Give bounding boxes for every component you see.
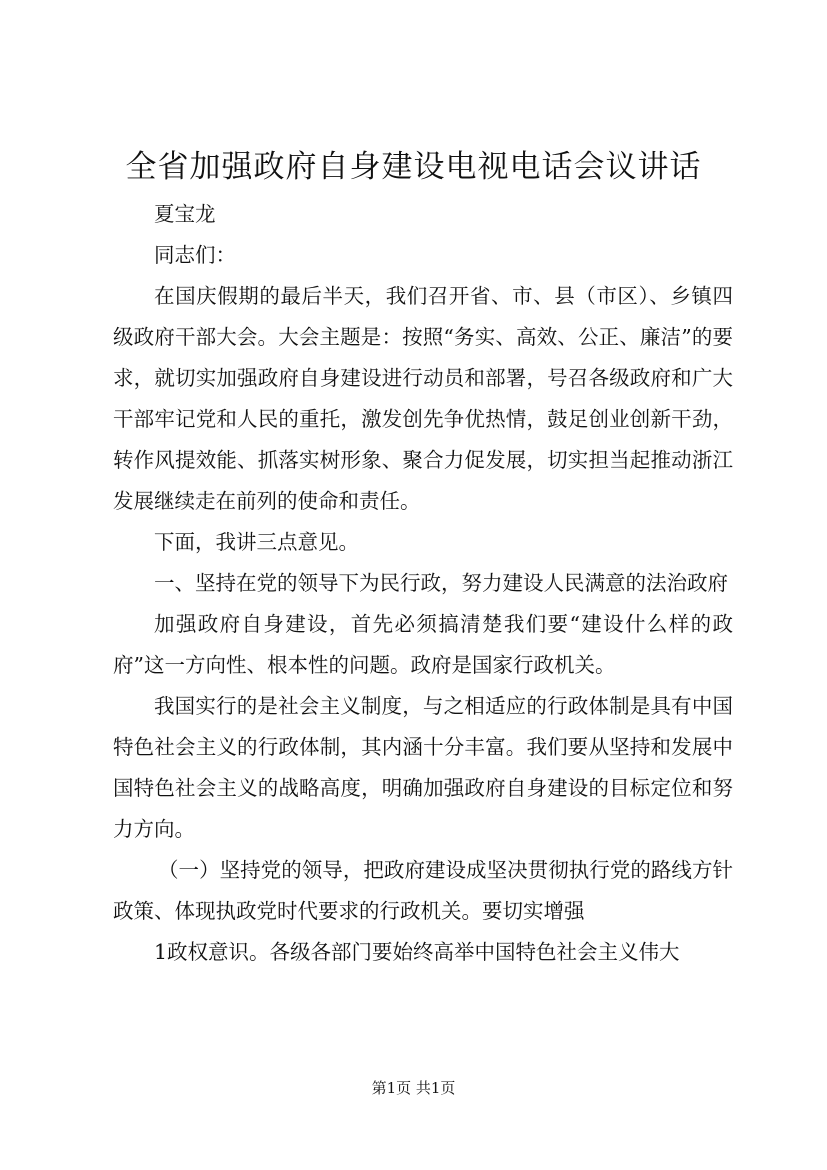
document-title: 全省加强政府自身建设电视电话会议讲话 <box>125 149 702 185</box>
greeting-line: 同志们： <box>154 243 236 267</box>
subsection-heading-1: （一）坚持党的领导，把政府建设成坚决贯彻执行党的路线方针政策、体现执政党时代要求的行政机关。要切实增强 <box>113 858 733 923</box>
page-footer: 第1页 共1页 <box>371 1079 456 1097</box>
paragraph-outline: 下面，我讲三点意见。 <box>154 530 359 554</box>
paragraph-political-awareness: 1政权意识。各级各部门要始终高举中国特色社会主义伟大 <box>154 940 680 964</box>
document-body <box>113 194 733 973</box>
paragraph-socialist-system: 我国实行的是社会主义制度，与之相适应的行政体制是具有中国特色社会主义的行政体制，其内涵十分丰富。我们要从坚持和发展中国特色社会主义的战略高度，明确加强政府自身建设的目标定位和努力方向。 <box>113 694 733 841</box>
author-line: 夏宝龙 <box>154 202 216 226</box>
section-heading-1: 一、坚持在党的领导下为民行政，努力建设人民满意的法治政府 <box>154 571 728 595</box>
paragraph-government-question: 加强政府自身建设，首先必须搞清楚我们要“建设什么样的政府”这一方向性、根本性的问题。政府是国家行政机关。 <box>113 612 733 677</box>
paragraph-intro: 在国庆假期的最后半天，我们召开省、市、县（市区）、乡镇四级政府干部大会。大会主题是：按照“务实、高效、公正、廉洁”的要求，就切实加强政府自身建设进行动员和部署，号召各级政府和广大干部牢记党和人民的重托，激发创先争优热情，鼓足创业创新干劲，转作风提效能、抓落实树形象、聚合力促发展，切实担当起推动浙江发展继续走在前列的使命和责任。 <box>113 284 733 513</box>
